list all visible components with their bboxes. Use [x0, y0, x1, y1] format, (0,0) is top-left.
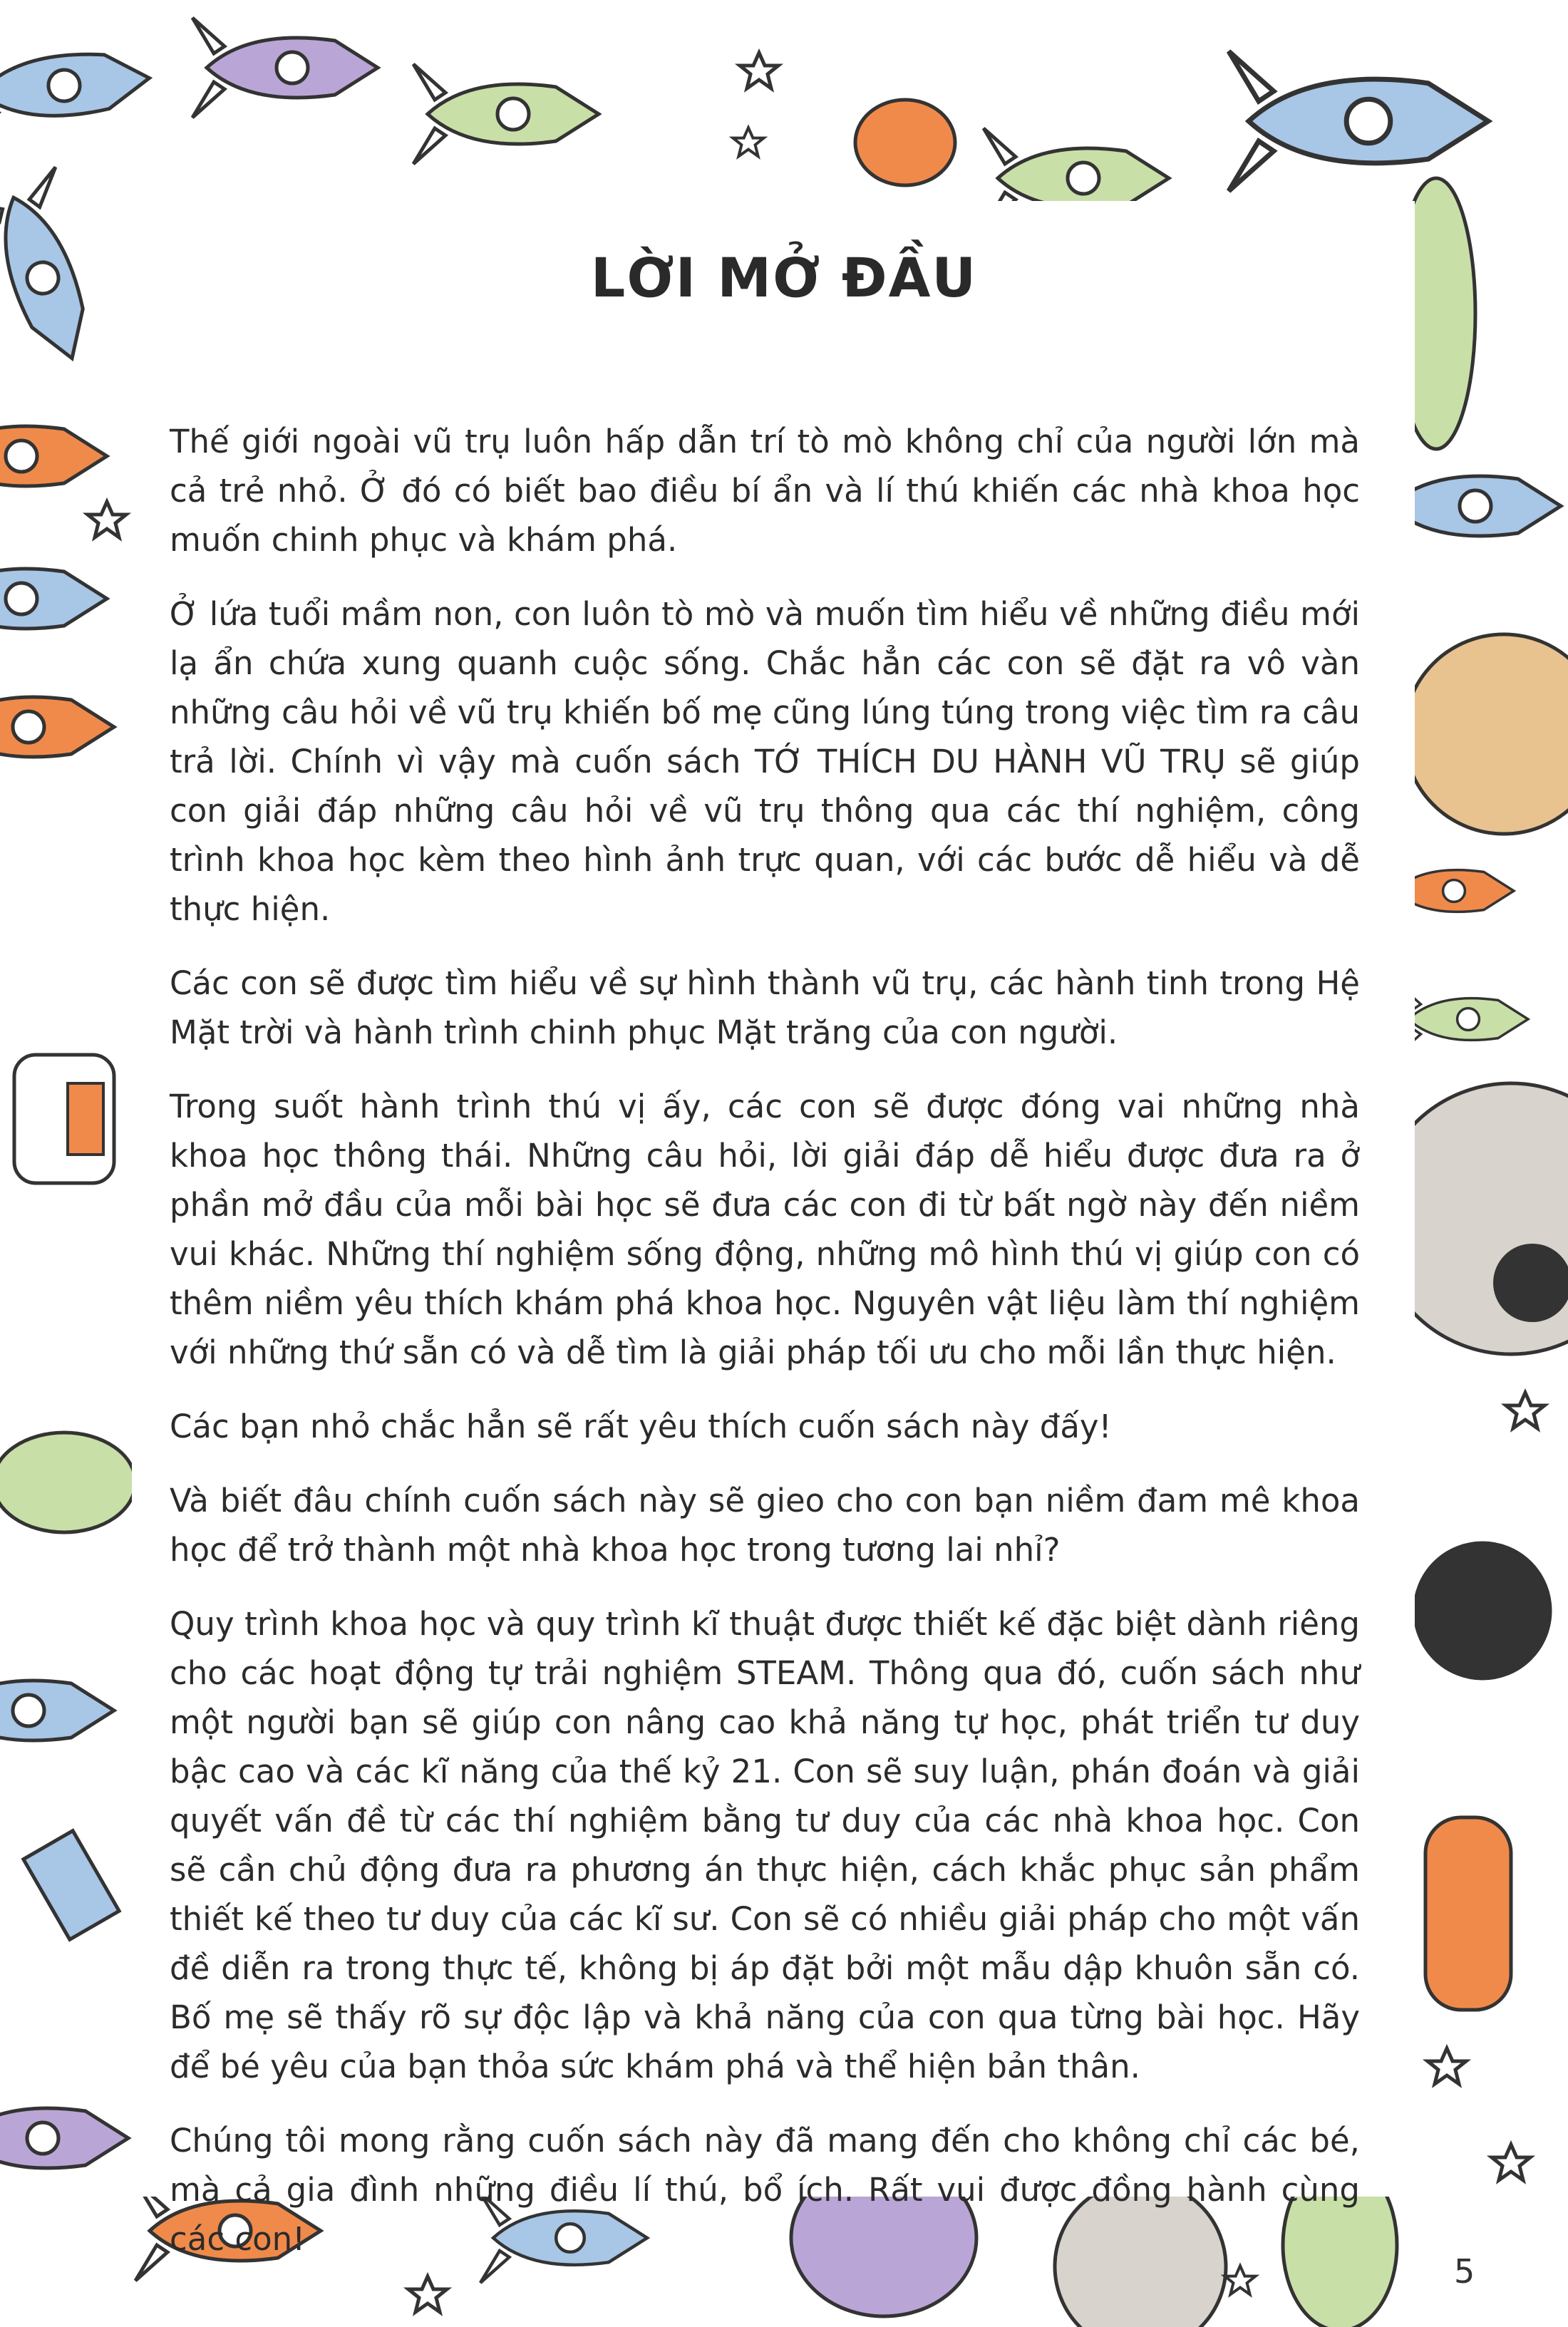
- astronaut-helmet-icon: [1415, 1543, 1550, 1678]
- paragraph: Chúng tôi mong rằng cuốn sách này đã mang đến cho không chỉ các bé, mà cả gia đình những điều lí thú, bổ ích. Rất vui được đồng hành cùng các con!: [170, 2122, 1360, 2258]
- page-title: LỜI MỞ ĐẦU: [590, 246, 978, 309]
- paragraph: Quy trình khoa học và quy trình kĩ thuật được thiết kế đặc biệt dành riêng cho các hoạt động tự trải nghiệm STEAM. Thông qua đó, cuốn sách như một người bạn sẽ giúp con nâng cao khả năng tự học, phát triển tư duy bậc cao và các kĩ năng của thế kỷ 21. Con sẽ suy luận, phán đoán và giải quyết vấn đề từ các thí nghiệm bằng tư duy của các nhà khoa học. Con sẽ cần chủ động đưa ra phương án thực hiện, cách khắc phục sản phẩm thiết kế theo tư duy của các kĩ sư. Con sẽ có nhiều giải pháp cho một vấn đề diễn ra trong thực tế, không bị áp đặt bởi một mẫu dập khuôn sẵn có. Bố mẹ sẽ thấy rõ sự độc lập và khả năng của con qua từng bài học. Hãy để bé yêu của bạn thỏa sức khám phá và thể hiện bản thân.: [170, 1605, 1360, 2085]
- rocket-icon: [0, 29, 154, 144]
- star-icon: [88, 502, 126, 537]
- rocket-icon: [0, 1661, 114, 1760]
- star-icon: [1492, 2145, 1530, 2180]
- rocket-icon: [0, 549, 107, 649]
- rocket-icon: [192, 18, 378, 118]
- paragraph: Các con sẽ được tìm hiểu về sự hình thành vũ trụ, các hành tinh trong Hệ Mặt trời và hành trình chinh phục Mặt trăng của con người.: [170, 964, 1360, 1051]
- satellite-icon: [24, 1831, 119, 1940]
- rocket-icon: [0, 677, 114, 777]
- star-icon: [740, 53, 778, 88]
- rocket-icon: [1229, 51, 1488, 191]
- paragraph: Ở lứa tuổi mầm non, con luôn tò mò và muốn tìm hiểu về những điều mới lạ ẩn chứa xung quanh cuộc sống. Chắc hẳn các con sẽ đặt ra vô vàn những câu hỏi về vũ trụ khiến bố mẹ cũng lúng túng trong việc tìm ra câu trả lời. Chính vì vậy mà cuốn sách TỚ THÍCH DU HÀNH VŨ TRỤ sẽ giúp con giải đáp những câu hỏi về vũ trụ thông qua các thí nghiệm, công trình khoa học kèm theo hình ảnh trực quan, với các bước dễ hiểu và dễ thực hiện.: [170, 595, 1360, 928]
- ufo-icon: [855, 100, 955, 185]
- page-number: 5: [1454, 2252, 1475, 2291]
- rocket-icon: [1398, 984, 1528, 1054]
- paragraph: Trong suốt hành trình thú vị ấy, các con sẽ được đóng vai những nhà khoa học thông thái. Những câu hỏi, lời giải đáp dễ hiểu được đưa ra ở phần mở đầu của mỗi bài học sẽ đưa các con đi từ bất ngờ này đến niềm vui khác. Những thí nghiệm sống động, những mô hình thú vị giúp con có thêm niềm yêu thích khám phá khoa học. Nguyên vật liệu làm thí nghiệm với những thứ sẵn có và dễ tìm là giải pháp tối ưu cho mỗi lần thực hiện.: [170, 1088, 1360, 1371]
- rocket-icon: [413, 64, 599, 164]
- rocket-icon: [0, 406, 107, 506]
- paragraph: Thế giới ngoài vũ trụ luôn hấp dẫn trí tò mò không chỉ của người lớn mà cả trẻ nhỏ. Ở đó có biết bao điều bí ẩn và lí thú khiến các nhà khoa học muốn chinh phục và khám phá.: [170, 423, 1360, 559]
- star-icon: [1506, 1393, 1544, 1428]
- ufo-icon: [0, 1433, 135, 1532]
- paragraph: Và biết đâu chính cuốn sách này sẽ gieo cho con bạn niềm đam mê khoa học để trở thành một nhà khoa học trong tương lai nhỉ?: [170, 1482, 1360, 1569]
- star-icon: [733, 128, 763, 156]
- rocket-icon: [0, 2088, 128, 2188]
- paragraph: Các bạn nhỏ chắc hẳn sẽ rất yêu thích cuốn sách này đấy!: [170, 1408, 1112, 1445]
- star-icon: [1428, 2048, 1466, 2084]
- planet-icon: [1404, 634, 1568, 834]
- rocket-icon: [1425, 1817, 1511, 2010]
- preface-body: [170, 417, 1360, 2289]
